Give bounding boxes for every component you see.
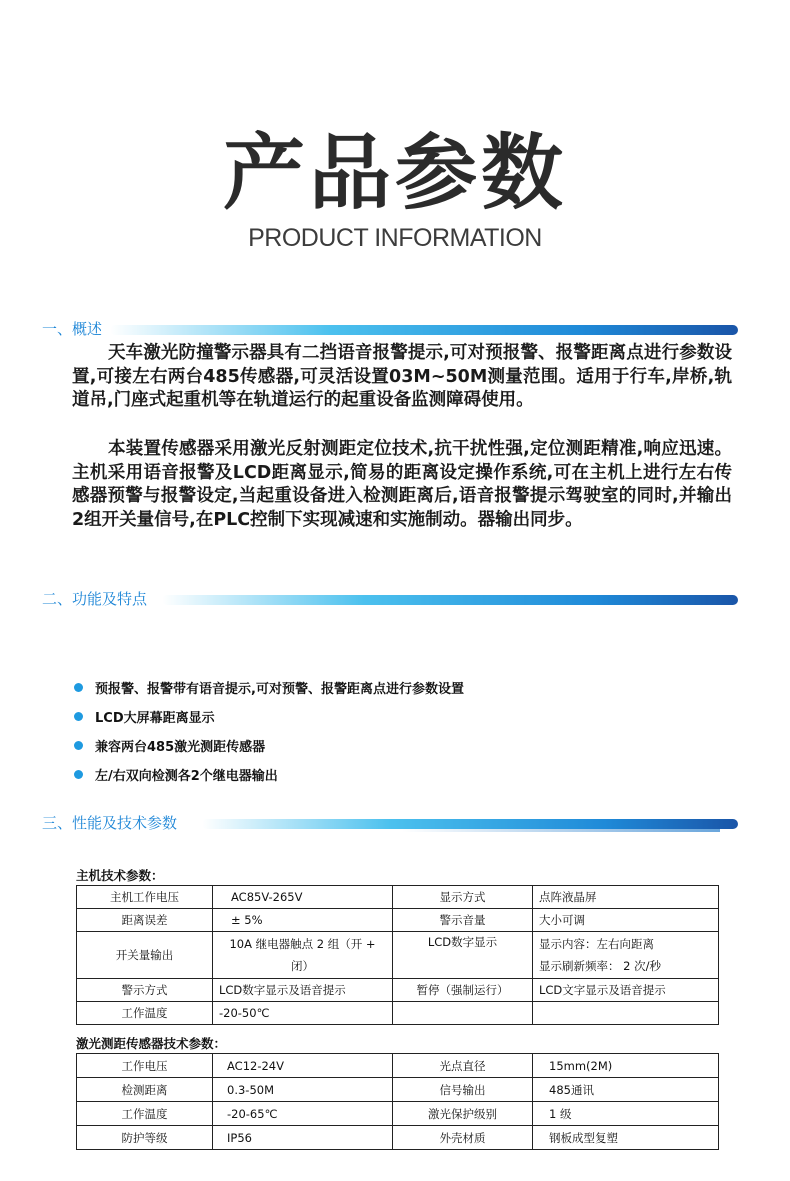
table-cell: -20-65℃ <box>213 1102 393 1126</box>
table-row <box>77 1078 719 1102</box>
section-divider-bar <box>202 819 738 829</box>
table-cell: AC85V-265V <box>213 886 393 909</box>
table-cell: 显示方式 <box>393 886 533 909</box>
table-cell: 工作温度 <box>77 1102 213 1126</box>
table-cell: 工作温度 <box>77 1002 213 1025</box>
cell-line: 10A 继电器触点 2 组（开 + <box>229 937 376 951</box>
page-title: 产品参数 <box>222 126 567 221</box>
bullet-dot-icon <box>74 712 83 721</box>
table-row <box>77 886 719 909</box>
table-cell: 1 级 <box>533 1102 719 1126</box>
table-cell <box>533 932 719 979</box>
sensor-spec-block <box>76 1034 718 1150</box>
feature-item <box>74 702 464 731</box>
section-specs-heading: 三、性能及技术参数 <box>42 814 178 832</box>
page-subtitle: PRODUCT INFORMATION <box>248 224 542 252</box>
table-cell: 暂停（强制运行） <box>393 979 533 1002</box>
table-cell: AC12-24V <box>213 1054 393 1078</box>
table-cell: ± 5% <box>213 909 393 932</box>
table-cell: 激光保护级别 <box>393 1102 533 1126</box>
table-cell <box>213 932 393 979</box>
section-overview-heading: 一、概述 <box>42 320 103 338</box>
bullet-dot-icon <box>74 683 83 692</box>
table-cell: 工作电压 <box>77 1054 213 1078</box>
table-cell <box>393 1002 533 1025</box>
cell-line: 显示内容：左右向距离 <box>539 937 654 951</box>
table-row <box>77 1054 719 1078</box>
table-cell: 光点直径 <box>393 1054 533 1078</box>
feature-text: 兼容两台485激光测距传感器 <box>95 740 266 755</box>
table-cell: 防护等级 <box>77 1126 213 1150</box>
table-cell: LCD文字显示及语音提示 <box>533 979 719 1002</box>
host-spec-block <box>76 866 718 1025</box>
section-divider-bar <box>110 325 738 335</box>
overview-paragraph-2: 本装置传感器采用激光反射测距定位技术,抗干扰性强,定位测距精准,响应迅速。主机采用语音报警及LCD距离显示,简易的距离设定操作系统,可在主机上进行左右传感器预警与报警设定,当起重设备进入检测距离后,语音报警提示驾驶室的同时,并输出2组开关量信号,在PLC控制下实现减速和实施制动。器输出同步。 <box>72 439 732 530</box>
feature-item <box>74 673 464 702</box>
table-row <box>77 932 719 979</box>
feature-text: LCD大屏幕距离显示 <box>95 711 215 726</box>
table-cell: -20-50℃ <box>213 1002 393 1025</box>
overview-paragraph-1: 天车激光防撞警示器具有二挡语音报警提示,可对预报警、报警距离点进行参数设置,可接左右两台485传感器,可灵活设置03M~50M测量范围。适用于行车,岸桥,轨道吊,门座式起重机等在轨道运行的起重设备监测障碍使用。 <box>72 343 732 411</box>
table-row <box>77 1102 719 1126</box>
feature-text: 左/右双向检测各2个继电器输出 <box>95 769 278 784</box>
table-cell: 485通讯 <box>533 1078 719 1102</box>
bullet-dot-icon <box>74 770 83 779</box>
sensor-spec-table <box>76 1053 719 1150</box>
sensor-table-caption: 激光测距传感器技术参数： <box>76 1036 227 1051</box>
host-table-caption: 主机技术参数： <box>76 868 164 883</box>
bullet-dot-icon <box>74 741 83 750</box>
table-cell: 信号输出 <box>393 1078 533 1102</box>
feature-item <box>74 760 464 789</box>
table-row <box>77 1002 719 1025</box>
section-features-header <box>42 588 738 612</box>
table-cell: 点阵液晶屏 <box>533 886 719 909</box>
cell-line: 闭） <box>291 959 314 973</box>
table-cell <box>533 1002 719 1025</box>
feature-item <box>74 731 464 760</box>
table-cell: 警示音量 <box>393 909 533 932</box>
table-cell: 警示方式 <box>77 979 213 1002</box>
table-cell: 15mm(2M) <box>533 1054 719 1078</box>
table-cell: IP56 <box>213 1126 393 1150</box>
cell-line: 显示刷新频率： 2 次/秒 <box>539 959 662 973</box>
table-row <box>77 979 719 1002</box>
table-cell: 距离误差 <box>77 909 213 932</box>
table-cell: LCD数字显示及语音提示 <box>213 979 393 1002</box>
table-cell: LCD数字显示 <box>393 932 533 979</box>
table-row <box>77 909 719 932</box>
section-specs-header <box>42 812 738 836</box>
feature-list <box>74 673 464 789</box>
feature-text: 预报警、报警带有语音提示,可对预警、报警距离点进行参数设置 <box>95 682 464 697</box>
table-cell: 主机工作电压 <box>77 886 213 909</box>
section-features-heading: 二、功能及特点 <box>42 590 148 608</box>
section-divider-bar <box>162 595 738 605</box>
table-cell: 钢板成型复塑 <box>533 1126 719 1150</box>
table-cell: 开关量输出 <box>77 932 213 979</box>
host-spec-table <box>76 885 719 1025</box>
table-cell: 大小可调 <box>533 909 719 932</box>
decorative-thin-bar <box>402 829 720 832</box>
table-cell: 0.3-50M <box>213 1078 393 1102</box>
table-cell: 外壳材质 <box>393 1126 533 1150</box>
section-overview-header <box>42 318 738 342</box>
table-row <box>77 1126 719 1150</box>
table-cell: 检测距离 <box>77 1078 213 1102</box>
